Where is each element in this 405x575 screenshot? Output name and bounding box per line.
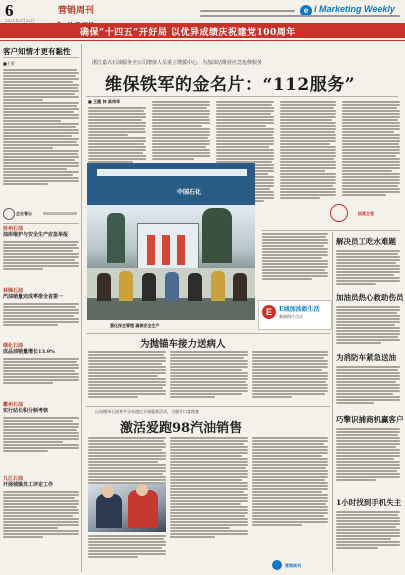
section-title: 营销周刊 xyxy=(58,6,95,16)
main-col-1 xyxy=(88,106,146,164)
right-story-title: 巧擎识捕商机赢客户 xyxy=(336,415,404,424)
right-story-title: 加油员热心救助伤员 xyxy=(336,293,404,302)
ecity-logo-sub: 新闻图片点击 xyxy=(279,314,303,319)
news-item xyxy=(3,288,79,300)
article2-photo xyxy=(88,484,166,532)
news-item-subtitle: 实行站长积分制考核 xyxy=(3,408,49,414)
main-col-2 xyxy=(152,100,210,161)
news-item-subtitle: 开展城镇员工评定工作 xyxy=(3,482,54,488)
left-article xyxy=(3,46,79,206)
news-item xyxy=(3,402,79,414)
seal-icon xyxy=(330,204,348,222)
banner-headline: 确保“十四五”开好局 以优异成绩庆祝建党100周年 xyxy=(80,28,296,38)
news-item xyxy=(3,343,79,355)
article2-title: 激活爱跑98汽油销售 xyxy=(120,421,243,436)
page-number: 6 xyxy=(5,1,14,20)
news-item-title: 林锋石油 xyxy=(3,288,24,294)
company-logo-icon xyxy=(3,208,15,220)
news-item-title: 绩化石油 xyxy=(3,343,24,349)
photo-caption: 强化保全管理 确保安全生产 xyxy=(110,323,160,328)
right-story-title: 为消防车紧急送油 xyxy=(336,353,396,362)
left-article-title: 客户知情才更有黏性 xyxy=(3,47,71,56)
news-item xyxy=(3,226,79,238)
right-stamp xyxy=(330,200,398,228)
stamp-label: 段落主笔 xyxy=(358,211,374,216)
right-story-title: 1小时找到手机失主 xyxy=(336,498,402,507)
brand-name: i Marketing Weekly xyxy=(314,4,395,14)
footer-logo-icon xyxy=(272,560,282,570)
left-article-author: ■王荣 xyxy=(3,61,15,66)
news-item-subtitle: 汽油销量完成率排全省第一 xyxy=(3,294,64,300)
brand-logo-icon: e xyxy=(300,5,312,17)
main-byline: ■ 王健 林 陈伟华 xyxy=(88,99,120,104)
ecity-logo-icon: E xyxy=(262,305,276,319)
right-story xyxy=(336,497,400,508)
date-line: 2021年3月22日 xyxy=(5,18,35,23)
right-story xyxy=(336,414,404,425)
main-headline: 维保铁军的金名片：“112服务” xyxy=(105,75,356,95)
right-story xyxy=(336,292,404,303)
news-item-subtitle: 成品油销量增长13.9% xyxy=(3,349,55,355)
news-item-title: 九江石油 xyxy=(3,476,24,482)
right-story xyxy=(336,352,400,363)
news-item-title: 衢州石油 xyxy=(3,402,24,408)
article-title: 为抛锚车接力送病人 xyxy=(140,339,226,350)
left-brand-text: 企业看台 xyxy=(16,211,32,216)
photo-sign-text: 中国石化 xyxy=(177,190,202,196)
left-news-list xyxy=(3,226,79,571)
article2-overline: 山东德州石油笑平分站通过开展服务活动，当旗开口客购客 xyxy=(95,409,199,414)
news-item-title: 抚州石油 xyxy=(3,226,24,232)
ecity-logo-text: E城加油新生活 xyxy=(279,306,320,313)
ecity-logo-panel xyxy=(258,300,332,330)
right-story-title: 解决员工吃水难题 xyxy=(336,237,396,246)
news-item xyxy=(3,476,79,488)
main-overline: 浙江嘉兴石油服务全公司增值人员重立增援中心，为加油站维持应急抢修服务 xyxy=(92,60,263,66)
main-col-4 xyxy=(280,100,336,200)
page-header xyxy=(0,0,405,22)
footer-brand: 营销周刊 xyxy=(285,563,301,568)
news-item-subtitle: 油库维护与安全生产应急举报 xyxy=(3,232,69,238)
main-photo xyxy=(87,163,255,320)
left-brand-tag xyxy=(3,207,79,221)
main-col-5 xyxy=(342,100,400,197)
right-story xyxy=(336,236,400,247)
top-banner xyxy=(0,23,405,38)
